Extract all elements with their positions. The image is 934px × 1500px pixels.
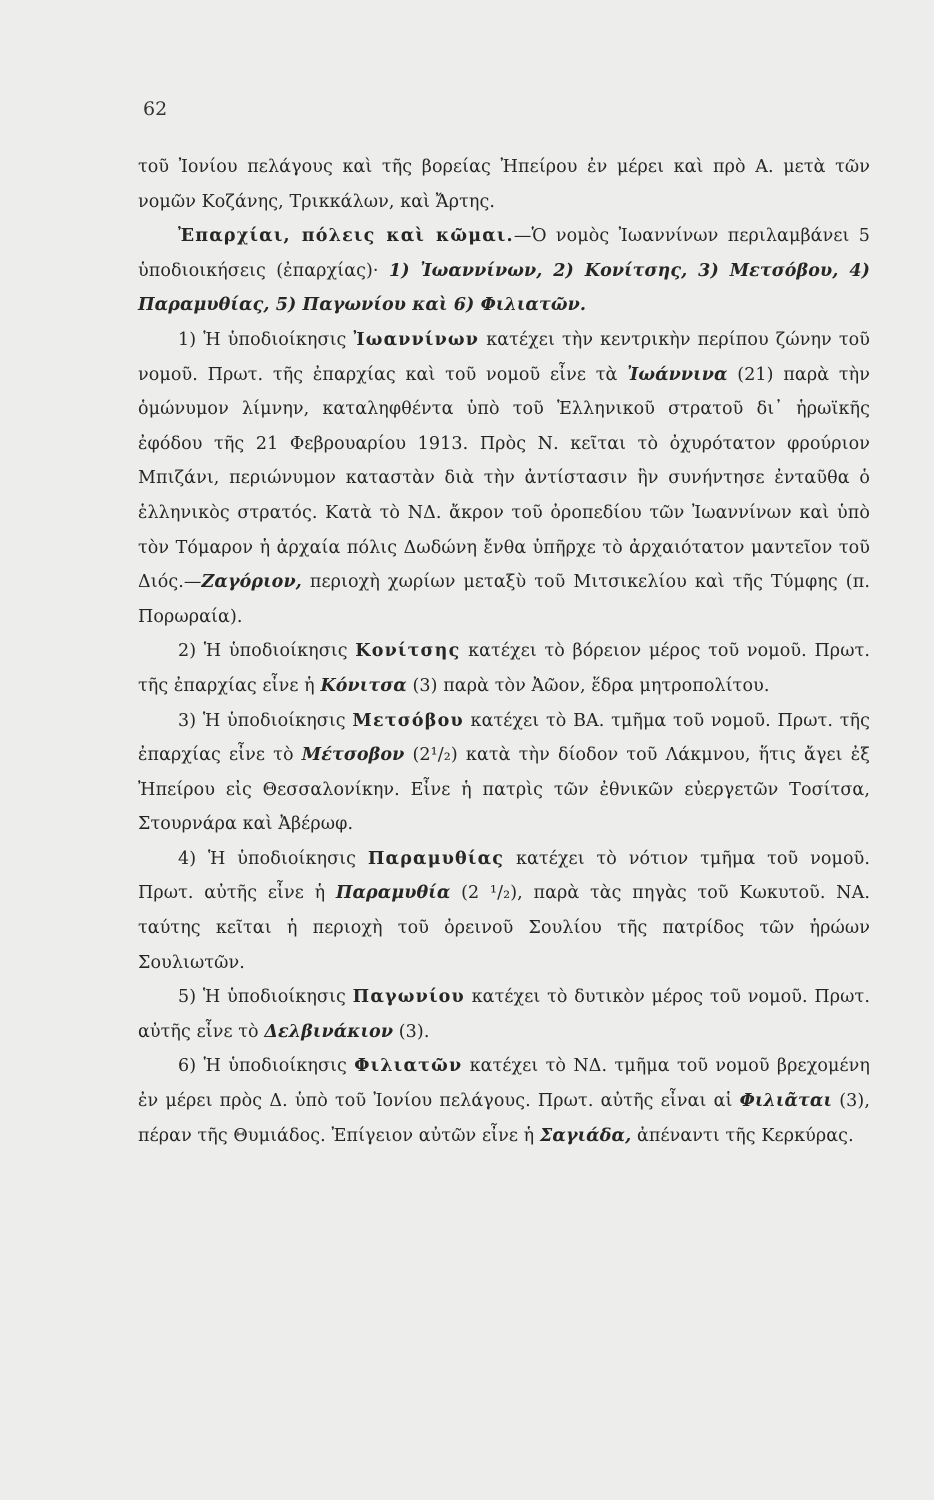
body-text: κατέχει τὴν κεντρικὴν περίπου ζώνην τοῦ νομοῦ. Πρωτ. τῆς ἐπαρχίας καὶ τοῦ νομοῦ εἶνε τὰ xyxy=(138,329,870,385)
body-text: (2¹/₂) κατὰ τὴν δίοδον τοῦ Λάκμνου, ἥτις ἄγει ἐξ Ἠπείρου εἰς Θεσσαλονίκην. Εἶνε ἡ πατρὶς τῶν ἐθνικῶν εὐεργετῶν Τοσίτσα, Στουρνάρα καὶ Ἀβέρωφ. xyxy=(138,745,870,835)
paragraph-metsovo xyxy=(138,704,870,842)
body-text: περιοχὴ χωρίων μεταξὺ τοῦ Μιτσικελίου καὶ τῆς Τύμφης (π. Πορωραία). xyxy=(138,572,870,627)
body-text: (21) παρὰ τὴν ὁμώνυμον λίμνην, καταληφθέντα ὑπὸ τοῦ Ἑλληνικοῦ στρατοῦ δι᾽ ἡρωϊκῆς ἐφόδου τῆς 21 Φεβρουαρίου 1913. Πρὸς Ν. κεῖται τὸ ὀχυρότατον φρούριον Μπιζάνι, περιώνυμον καταστὰν διὰ τὴν ἀντίστασιν ἣν συνήντησε ἐνταῦθα ὁ ἑλληνικὸς στρατός. Κατὰ τὸ ΝΔ. ἄκρον τοῦ ὀροπεδίου τῶν Ἰωαννίνων καὶ ὑπὸ τὸν Τόμαρον ἡ ἀρχαία πόλις Δωδώνη ἔνθα ὑπῆρχε τὸ ἀρχαιότατον μαντεῖον τοῦ Διός.— xyxy=(138,364,870,593)
body-text: κατέχει τὸ ΝΔ. τμῆμα τοῦ νομοῦ βρεχομένη ἐν μέρει πρὸς Δ. ὑπὸ τοῦ Ἰονίου πελάγους. Πρωτ. αὐτῆς εἶναι αἱ xyxy=(138,1056,870,1112)
town-name: Κόνιτσα xyxy=(320,675,407,696)
body-text: κατέχει τὸ νότιον τμῆμα τοῦ νομοῦ. Πρωτ. αὐτῆς εἶνε ἡ xyxy=(138,848,870,904)
item-number: 3) Ἡ ὑποδιοίκησις xyxy=(178,710,346,731)
body-text: (3). xyxy=(398,1021,430,1042)
item-number: 5) Ἡ ὑποδιοίκησις xyxy=(178,987,346,1008)
intro-line-2: Α. μετὰ τῶν νομῶν Κοζάνης, Τρικκάλων, καὶ Ἄρτης. xyxy=(138,157,870,212)
item-number: 4) Ἡ ὑποδιοίκησις xyxy=(178,848,356,869)
heading-text: —Ὁ νομὸς Ἰωαννίνων περιλαμβάνει 5 ὑποδιοικήσεις (ἐπαρχίας)· xyxy=(138,226,871,281)
town-name: Μέτσοβον xyxy=(301,745,405,766)
town-name: Δελβινάκιον xyxy=(264,1021,394,1042)
body-text: κατέχει τὸ βόρειον μέρος τοῦ νομοῦ. Πρωτ. τῆς ἐπαρχίας εἶνε ἡ xyxy=(138,641,871,696)
paragraph-paramythia xyxy=(138,842,870,980)
subdivision-name: Μετσόβου xyxy=(352,710,464,731)
town-name: Φιλιᾶται xyxy=(739,1091,833,1112)
subdivision-list: 1) Ἰωαννίνων, 2) Κονίτσης, 3) Μετσόβου, 4) Παραμυθίας, 5) Παγωνίου καὶ 6) Φιλιατῶν. xyxy=(138,260,870,316)
subdivision-name: Ἰωαννίνων xyxy=(353,329,480,350)
subdivision-name: Παγωνίου xyxy=(352,987,465,1008)
paragraph-konitsa xyxy=(138,634,870,703)
paragraph-filiates xyxy=(138,1049,870,1153)
page-number: 62 xyxy=(143,98,168,120)
intro-line-1: τοῦ Ἰονίου πελάγους καὶ τῆς βορείας Ἠπείρου ἐν μέρει καὶ πρὸ xyxy=(138,157,746,177)
region-name: Ζαγόριον, xyxy=(201,572,302,593)
body-text: κατέχει τὸ δυτικὸν μέρος τοῦ νομοῦ. Πρωτ. αὐτῆς εἶνε τὸ xyxy=(138,987,870,1042)
body-text: (3), πέραν τῆς Θυμιάδος. Ἐπίγειον αὐτῶν εἶνε ἡ xyxy=(138,1091,870,1146)
town-name: Ἰωάννινα xyxy=(627,364,728,385)
town-name: Παραμυθία xyxy=(335,883,451,904)
section-heading: Ἐπαρχίαι, πόλεις καὶ κῶμαι. xyxy=(178,226,514,247)
body-text: κατέχει τὸ ΒΑ. τμῆμα τοῦ νομοῦ. Πρωτ. τῆς ἐπαρχίας εἶνε τὸ xyxy=(138,710,870,766)
item-number: 6) Ἡ ὑποδιοίκησις xyxy=(178,1056,347,1077)
subdivision-name: Φιλιατῶν xyxy=(354,1056,463,1077)
body-text: (3) παρὰ τὸν Ἀῶον, ἕδρα μητροπολίτου. xyxy=(412,675,770,696)
item-number: 2) Ἡ ὑποδιοίκησις xyxy=(178,641,348,662)
item-number: 1) Ἡ ὑποδιοίκησις xyxy=(178,329,347,350)
subdivision-name: Παραμυθίας xyxy=(367,848,505,869)
town-name: Σαγιάδα, xyxy=(539,1125,632,1146)
subdivision-name: Κονίτσης xyxy=(355,641,461,662)
page-text xyxy=(138,150,870,1153)
body-text: ἀπέναντι τῆς Κερκύρας. xyxy=(636,1125,854,1146)
paragraph-pogoni xyxy=(138,980,870,1049)
body-text: (2 ¹/₂), παρὰ τὰς πηγὰς τοῦ Κωκυτοῦ. ΝΑ. ταύτης κεῖται ἡ περιοχὴ τοῦ ὀρεινοῦ Σουλίου τῆς πατρίδος τῶν ἡρώων Σουλιωτῶν. xyxy=(138,883,870,973)
intro-paragraph xyxy=(138,150,870,219)
section-heading-paragraph xyxy=(138,219,870,323)
paragraph-ioannina xyxy=(138,323,870,634)
